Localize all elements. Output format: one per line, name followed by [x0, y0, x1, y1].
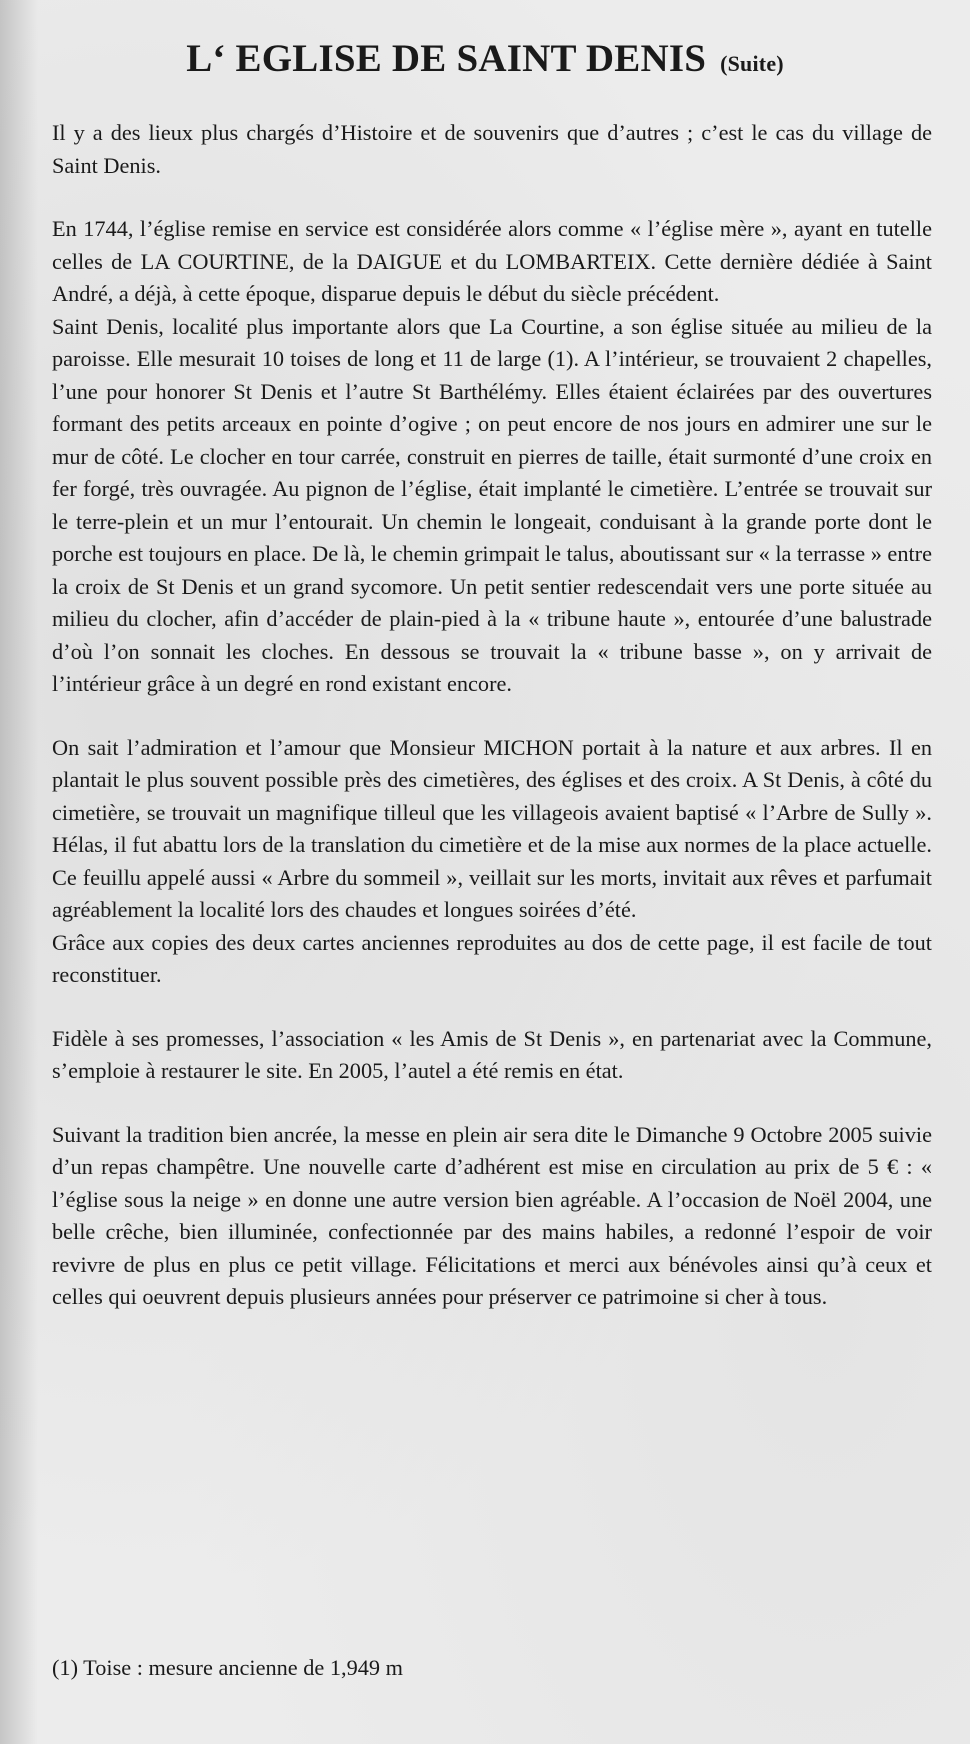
article-body — [52, 117, 932, 1314]
paragraph-intro: Il y a des lieux plus chargés d’Histoire et de souvenirs que d’autres ; c’est le cas du village de Saint Denis. — [52, 120, 932, 178]
paragraph-maps: Grâce aux copies des deux cartes anciennes reproduites au dos de cette page, il est facile de tout reconstituer. — [52, 929, 932, 987]
paragraph-church-description: Saint Denis, localité plus importante alors que La Courtine, a son église située au milieu de la paroisse. Elle mesurait 10 toises de long et 11 de large (1). A l’intérieur, se trouvaient 2 chapelles, l’une pour honorer St Denis et l’autre St Barthélémy. Elles étaient éclairées par des ouvertures formant des petits arceaux en pointe d’ogive ; on peut encore de nos jours en admirer une sur le mur de côté. Le clocher en tour carrée, construit en pierres de taille, était surmonté d’une croix en fer forgé, très ouvragée. Au pignon de l’église, était implanté le cimetière. L’entrée se trouvait sur le terre-plein et un mur l’entourait. Un chemin le longeait, conduisant à la grande porte dont le porche est toujours en place. De là, le chemin grimpait le talus, aboutissant sur « la terrasse » entre la croix de St Denis et un grand sycomore. Un petit sentier redescendait vers une porte située au milieu du clocher, afin d’accéder de plain-pied à la « tribune haute », entourée d’une balustrade d’où l’on sonnait les cloches. En dessous se trouvait la « tribune basse », on y arrivait de l’intérieur grâce à un degré en rond existant encore. — [52, 313, 932, 696]
page-title — [0, 36, 970, 81]
paragraph-michon-tree: On sait l’admiration et l’amour que Monsieur MICHON portait à la nature et aux arbres. Il en plantait le plus souvent possible près des cimetières, des églises et des croix. A St Denis, à côté du cimetière, se trouvait un magnifique tilleul que les villageois avaient baptisé « l’Arbre de Sully ». Hélas, il fut abattu lors de la translation du cimetière et de la mise aux normes de la place actuelle. Ce feuillu appelé aussi « Arbre du sommeil », veillait sur les morts, invitait aux rêves et parfumait agréablement la localité lors des chaudes et longues soirées d’été. — [52, 734, 932, 922]
paragraph-tradition: Suivant la tradition bien ancrée, la messe en plein air sera dite le Dimanche 9 Octobre 2005 suivie d’un repas champêtre. Une nouvelle carte d’adhérent est mise en circulation au prix de 5 € : « l’église sous la neige » en donne une autre version bien agréable. A l’occasion de Noël 2004, une belle crêche, bien illuminée, confectionnée par des mains habiles, a redonné l’espoir de voir revivre de plus en plus ce petit village. Félicitations et merci aux bénévoles ainsi qu’à ceux et celles qui oeuvrent depuis plusieurs années pour préserver ce patrimoine si cher à tous. — [52, 1121, 932, 1309]
scan-edge-shadow — [0, 0, 38, 1744]
paragraph-1744: En 1744, l’église remise en service est considérée alors comme « l’église mère », ayant en tutelle celles de LA COURTINE, de la DAIGUE et du LOMBARTEIX. Cette dernière dédiée à Saint André, a déjà, à cette époque, disparue depuis le début du siècle précédent. — [52, 216, 932, 306]
footnote: (1) Toise : mesure ancienne de 1,949 m — [52, 1655, 403, 1680]
title-suffix: (Suite) — [720, 51, 784, 76]
paragraph-association: Fidèle à ses promesses, l’association « les Amis de St Denis », en partenariat avec la Commune, s’emploie à restaurer le site. En 2005, l’autel a été remis en état. — [52, 1025, 932, 1083]
title-text: L‘ EGLISE DE SAINT DENIS — [186, 37, 707, 80]
